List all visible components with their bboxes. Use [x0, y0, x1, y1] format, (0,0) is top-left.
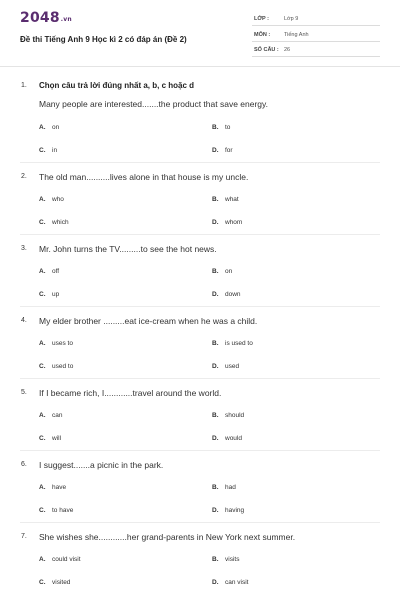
option-b[interactable] — [212, 484, 236, 491]
option-text: what — [225, 196, 239, 203]
option-text: in — [52, 147, 58, 154]
divider — [20, 306, 380, 307]
question-stem: I suggest.......a picnic in the park. — [39, 460, 164, 470]
option-letter: D. — [212, 579, 219, 586]
option-letter: C. — [39, 291, 46, 298]
option-c[interactable] — [39, 147, 57, 154]
question-number: 6. — [21, 461, 27, 468]
option-text: on — [52, 124, 60, 131]
question-number: 1. — [21, 82, 27, 89]
option-letter: C. — [39, 579, 46, 586]
question-stem: If I became rich, I............travel around the world. — [39, 388, 222, 398]
option-text: off — [52, 268, 60, 275]
option-b[interactable] — [212, 340, 253, 347]
site-logo[interactable] — [20, 10, 72, 26]
option-text: had — [225, 484, 236, 491]
option-text: could visit — [52, 556, 81, 563]
option-a[interactable] — [39, 412, 62, 419]
option-text: who — [52, 196, 64, 203]
option-text: have — [52, 484, 67, 491]
option-letter: C. — [39, 435, 46, 442]
option-text: is used to — [225, 340, 253, 347]
question-stem: She wishes she............her grand-parents in New York next summer. — [39, 532, 296, 542]
info-row-class — [252, 12, 380, 26]
option-c[interactable] — [39, 435, 61, 442]
option-letter: B. — [212, 412, 219, 419]
option-letter: B. — [212, 268, 219, 275]
option-d[interactable] — [212, 363, 239, 370]
option-letter: D. — [212, 507, 219, 514]
question-stem: Many people are interested.......the product that save energy. — [39, 99, 269, 109]
option-a[interactable] — [39, 124, 59, 131]
option-letter: A. — [39, 196, 46, 203]
option-text: can visit — [225, 579, 249, 586]
option-c[interactable] — [39, 219, 69, 226]
option-letter: A. — [39, 412, 46, 419]
option-c[interactable] — [39, 363, 73, 370]
option-text: to have — [52, 507, 74, 514]
option-letter: D. — [212, 147, 219, 154]
option-text: down — [225, 291, 241, 298]
option-b[interactable] — [212, 556, 239, 563]
option-a[interactable] — [39, 268, 59, 275]
option-text: uses to — [52, 340, 73, 347]
option-d[interactable] — [212, 507, 244, 514]
option-text: to — [225, 124, 231, 131]
option-text: visited — [52, 579, 71, 586]
option-letter: C. — [39, 363, 46, 370]
info-label: MÔN : — [254, 32, 271, 38]
question-stem: My elder brother .........eat ice-cream when he was a child. — [39, 316, 258, 326]
option-text: on — [225, 268, 233, 275]
logo-text: 2048 — [20, 10, 60, 26]
option-c[interactable] — [39, 579, 70, 586]
question-number: 3. — [21, 245, 27, 252]
option-text: which — [52, 219, 69, 226]
divider — [20, 378, 380, 379]
option-text: used — [225, 363, 240, 370]
option-d[interactable] — [212, 435, 242, 442]
option-text: would — [225, 435, 242, 442]
option-a[interactable] — [39, 556, 81, 563]
option-letter: A. — [39, 124, 46, 131]
divider — [20, 234, 380, 235]
option-a[interactable] — [39, 340, 73, 347]
info-label: LỚP : — [254, 16, 269, 22]
option-letter: A. — [39, 268, 46, 275]
option-letter: A. — [39, 340, 46, 347]
option-letter: D. — [212, 435, 219, 442]
option-b[interactable] — [212, 268, 232, 275]
option-letter: B. — [212, 340, 219, 347]
option-letter: B. — [212, 484, 219, 491]
option-letter: B. — [212, 556, 219, 563]
option-b[interactable] — [212, 412, 244, 419]
option-c[interactable] — [39, 507, 73, 514]
option-text: for — [225, 147, 233, 154]
question-instruction: Chọn câu trả lời đúng nhất a, b, c hoặc d — [39, 81, 195, 90]
option-letter: A. — [39, 556, 46, 563]
question-number: 4. — [21, 317, 27, 324]
option-letter: D. — [212, 219, 219, 226]
document-title: Đề thi Tiếng Anh 9 Học kì 2 có đáp án (Đề 2) — [20, 35, 187, 44]
question-stem: Mr. John turns the TV.........to see the hot news. — [39, 244, 217, 254]
question-stem: The old man..........lives alone in that house is my uncle. — [39, 172, 249, 182]
divider — [20, 522, 380, 523]
question-number: 7. — [21, 533, 27, 540]
option-b[interactable] — [212, 196, 239, 203]
option-text: whom — [225, 219, 243, 226]
option-text: can — [52, 412, 63, 419]
option-d[interactable] — [212, 579, 248, 586]
info-value: 26 — [284, 47, 291, 53]
option-text: having — [225, 507, 245, 514]
logo-suffix: .vn — [60, 16, 72, 23]
info-value: Lớp 9 — [284, 16, 299, 22]
option-letter: C. — [39, 147, 46, 154]
info-row-count — [252, 43, 380, 57]
info-label: SỐ CÂU : — [254, 47, 279, 53]
option-d[interactable] — [212, 147, 233, 154]
option-text: used to — [52, 363, 74, 370]
option-c[interactable] — [39, 291, 59, 298]
option-letter: B. — [212, 196, 219, 203]
option-letter: D. — [212, 363, 219, 370]
option-text: should — [225, 412, 245, 419]
option-d[interactable] — [212, 219, 242, 226]
divider — [20, 162, 380, 163]
option-letter: D. — [212, 291, 219, 298]
divider — [20, 450, 380, 451]
question-number: 5. — [21, 389, 27, 396]
info-row-subject — [252, 28, 380, 42]
option-text: up — [52, 291, 60, 298]
option-letter: C. — [39, 219, 46, 226]
option-a[interactable] — [39, 196, 64, 203]
option-text: will — [52, 435, 62, 442]
option-letter: A. — [39, 484, 46, 491]
option-b[interactable] — [212, 124, 230, 131]
option-text: visits — [225, 556, 240, 563]
page-header — [0, 0, 400, 67]
info-value: Tiếng Anh — [284, 32, 309, 38]
option-letter: B. — [212, 124, 219, 131]
option-a[interactable] — [39, 484, 66, 491]
option-letter: C. — [39, 507, 46, 514]
option-d[interactable] — [212, 291, 241, 298]
question-number: 2. — [21, 173, 27, 180]
